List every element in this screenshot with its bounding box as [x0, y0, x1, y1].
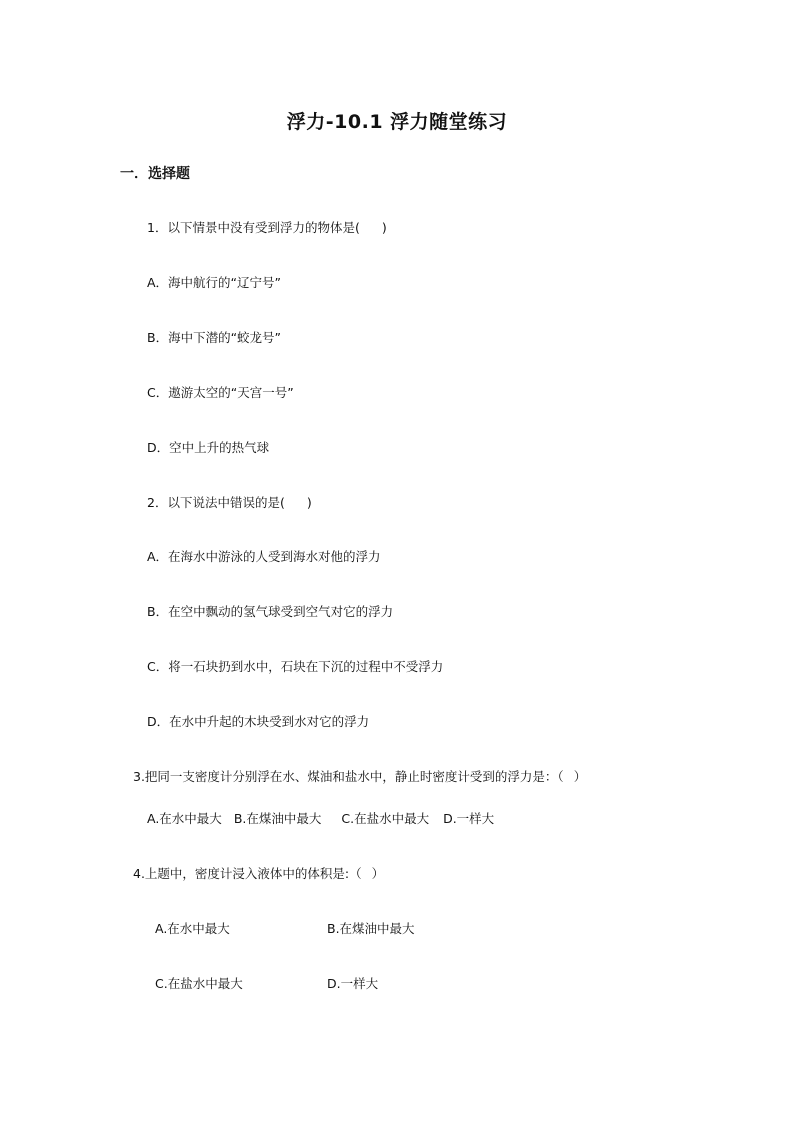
- question-1-option-d: D．空中上升的热气球: [147, 440, 270, 455]
- question-2-option-b: B．在空中飘动的氢气球受到空气对它的浮力: [147, 604, 394, 619]
- question-2-option-c: C．将一石块扔到水中，石块在下沉的过程中不受浮力: [147, 659, 444, 674]
- question-1-option-c: C．遨游太空的“天宫一号”: [147, 385, 294, 400]
- question-2-text: 2．以下说法中错误的是(: [147, 495, 285, 510]
- question-1-option-b: B．海中下潜的“蛟龙号”: [147, 330, 282, 345]
- question-4-close: ）: [371, 866, 385, 881]
- question-1-close: ): [381, 220, 387, 235]
- question-3-close: ）: [573, 769, 587, 784]
- page-title: 浮力-10.1 浮力随堂练习: [286, 111, 508, 133]
- question-3-text: 3.把同一支密度计分别浮在水、煤油和盐水中，静止时密度计受到的浮力是：（: [133, 769, 564, 784]
- question-4-option-a: A.在水中最大: [155, 921, 230, 936]
- question-3-options: [147, 810, 494, 828]
- question-4-text: 4.上题中，密度计浸入液体中的体积是:（: [133, 866, 362, 881]
- question-3-option-b: B.在煤油中最大: [233, 811, 322, 826]
- question-1-stem: [147, 219, 387, 237]
- question-4-option-d: D.一样大: [327, 976, 379, 991]
- question-2-close: ): [306, 495, 312, 510]
- question-2-option-a: A．在海水中游泳的人受到海水对他的浮力: [147, 549, 381, 564]
- question-2-stem: [147, 494, 312, 512]
- question-1-text: 1．以下情景中没有受到浮力的物体是(: [147, 220, 360, 235]
- question-3-option-a: A.在水中最大: [147, 811, 222, 826]
- question-3-stem: [133, 768, 586, 786]
- question-4-stem: [133, 865, 384, 883]
- section-heading: 一．选择题: [120, 166, 190, 182]
- question-2-option-d: D．在水中升起的木块受到水对它的浮力: [147, 714, 370, 729]
- question-4-option-b: B.在煤油中最大: [327, 921, 415, 936]
- question-3-option-d: D.一样大: [443, 811, 495, 826]
- question-3-option-c: C.在盐水中最大: [341, 811, 430, 826]
- question-4-option-c: C.在盐水中最大: [155, 976, 243, 991]
- question-1-option-a: A．海中航行的“辽宁号”: [147, 275, 282, 290]
